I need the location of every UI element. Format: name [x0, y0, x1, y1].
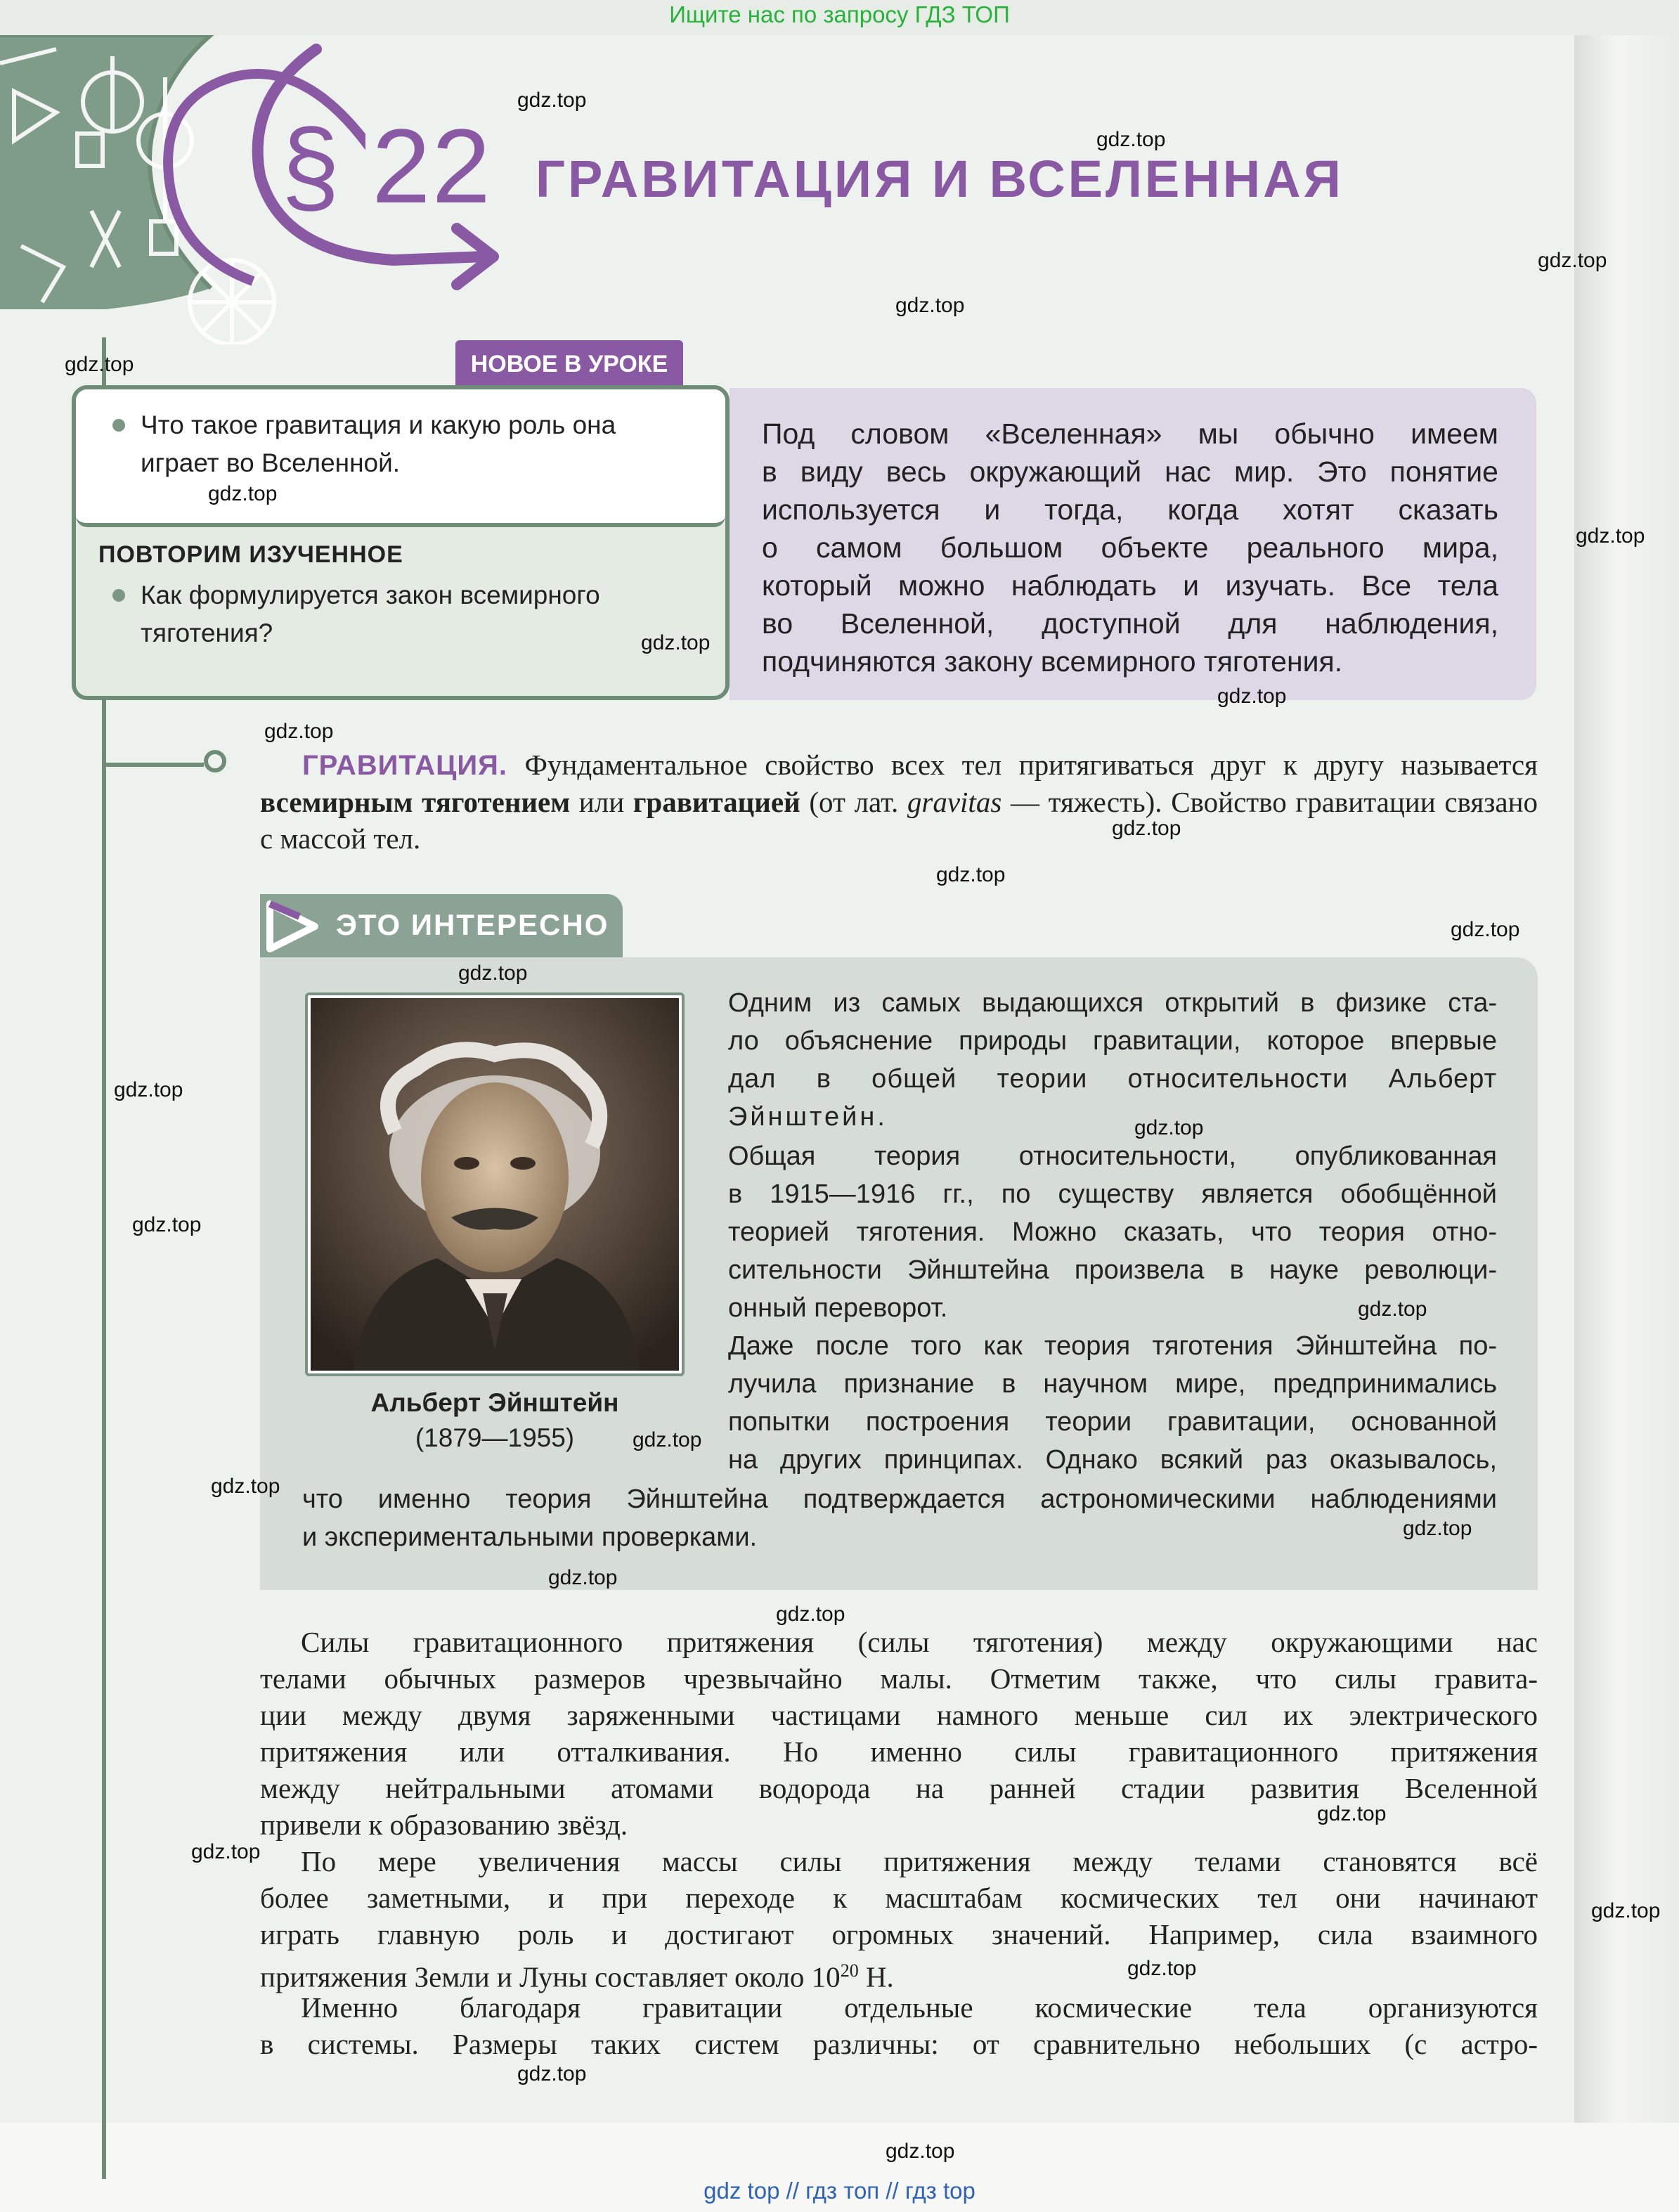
review-item-line: Как формулируется закон всемирного — [141, 581, 600, 609]
watermark: gdz.top — [132, 1213, 202, 1236]
interesting-line: в 1915—1916 гг., по существу является обобщённой — [728, 1179, 1497, 1209]
watermark: gdz.top — [776, 1603, 845, 1626]
body-text: притяжения Земли и Луны составляет около 10 — [260, 1960, 841, 1993]
watermark: gdz.top — [1217, 685, 1287, 708]
watermark: gdz.top — [1451, 918, 1520, 941]
watermark: gdz.top — [517, 2062, 587, 2085]
body-text: Н. — [858, 1960, 894, 1993]
interesting-line: онный переворот. — [728, 1293, 948, 1323]
play-icon — [264, 900, 320, 953]
watermark: gdz.top — [1538, 249, 1607, 272]
body-paragraph-3 — [260, 1989, 1538, 2062]
intro-text — [762, 415, 1498, 680]
review-item-line: тяготения? — [141, 619, 273, 647]
watermark: gdz.top — [1112, 817, 1181, 840]
gravity-text: — тяжесть). Свойство гравитации связано с массой тел. — [260, 786, 1538, 855]
body-line: притяжения или отталкивания. Но именно силы гравитационного притяжения — [260, 1735, 1538, 1768]
watermark: gdz.top — [65, 353, 134, 376]
intro-line: в виду весь окружающий нас мир. Это понятие — [762, 455, 1498, 488]
watermark: gdz.top — [1134, 1116, 1204, 1139]
body-line: Именно благодаря гравитации отдельные космические тела организуются — [301, 1991, 1538, 2024]
watermark: gdz.top — [1317, 1802, 1387, 1825]
body-line: в системы. Размеры таких систем различны: от сравнительно небольших (с астро- — [260, 2028, 1538, 2060]
margin-dot — [204, 750, 226, 772]
watermark: gdz.top — [886, 2140, 955, 2163]
watermark: gdz.top — [641, 631, 711, 654]
interesting-line: и экспериментальными проверками. — [302, 1522, 758, 1552]
page-gutter — [1574, 35, 1679, 2144]
body-line: играть главную роль и достигают огромных значений. Например, сила взаимного — [260, 1918, 1538, 1951]
watermark: gdz.top — [517, 89, 587, 112]
intro-line: о самом большом объекте реального мира, — [762, 531, 1498, 564]
term-universal-gravitation: всемирным тяготением — [260, 786, 571, 818]
margin-connector — [102, 763, 204, 767]
interesting-line: попытки построения теории гравитации, основанной — [728, 1407, 1497, 1437]
body-line: По мере увеличения массы силы притяжения между телами становятся всё — [301, 1845, 1538, 1877]
watermark: gdz.top — [1358, 1298, 1427, 1321]
section-title: ГРАВИТАЦИЯ И ВСЕЛЕННАЯ — [536, 150, 1344, 208]
intro-line: который можно наблюдать и изучать. Все тела — [762, 569, 1498, 602]
body-line: телами обычных размеров чрезвычайно малы. Отметим также, что силы гравита- — [260, 1662, 1538, 1695]
interesting-line: дал в общей теории относительности Альберт — [728, 1064, 1497, 1094]
body-line: привели к образованию звёзд. — [260, 1809, 628, 1841]
body-line: между нейтральными атомами водорода на ранней стадии развития Вселенной — [260, 1772, 1538, 1804]
new-item-line: Что такое гравитация и какую роль она — [141, 410, 616, 439]
intro-line: Под словом «Вселенная» мы обычно имеем — [762, 418, 1498, 450]
interesting-line: лучила признание в научном мире, предпринимались — [728, 1369, 1497, 1399]
interesting-line: Даже после того как теория тяготения Эйнштейна по- — [728, 1331, 1497, 1361]
gravity-heading: ГРАВИТАЦИЯ. — [302, 750, 507, 781]
body-line: ции между двумя заряженными частицами намного меньше сил их электрического — [260, 1699, 1538, 1731]
intro-line: во Вселенной, доступной для наблюдения, — [762, 607, 1498, 640]
watermark: gdz.top — [633, 1428, 702, 1451]
photo-caption-years: (1879—1955) — [415, 1423, 575, 1452]
top-banner-link[interactable]: Ищите нас по запросу ГДЗ ТОП — [669, 1, 1010, 27]
interesting-line: теорией тяготения. Можно сказать, что теория отно- — [728, 1217, 1497, 1247]
gravity-paragraph — [260, 746, 1538, 857]
interesting-line: что именно теория Эйнштейна подтверждается астрономическими наблюдениями — [302, 1485, 1497, 1514]
interesting-line: ло объяснение природы гравитации, которое впервые — [728, 1026, 1497, 1056]
interesting-tab-label: ЭТО ИНТЕРЕСНО — [336, 908, 609, 941]
watermark: gdz.top — [264, 720, 334, 743]
bullet-icon — [112, 589, 125, 602]
gravity-text: или — [570, 786, 633, 818]
review-heading: ПОВТОРИМ ИЗУЧЕННОЕ — [98, 541, 403, 568]
bullet-icon — [112, 419, 125, 432]
interesting-line: Общая теория относительности, опубликованная — [728, 1141, 1497, 1171]
interesting-line: на других принципах. Однако всякий раз оказывалось, — [728, 1445, 1497, 1475]
exponent: 20 — [840, 1960, 859, 1981]
watermark: gdz.top — [1096, 128, 1166, 151]
watermark: gdz.top — [936, 863, 1006, 886]
interesting-line: Эйнштейн. — [728, 1102, 888, 1132]
intro-line: используется и тогда, когда хотят сказать — [762, 493, 1498, 526]
watermark: gdz.top — [208, 482, 278, 505]
watermark: gdz.top — [1127, 1957, 1197, 1980]
watermark: gdz.top — [458, 962, 528, 985]
body-line: более заметными, и при переходе к масштабам космических тел они начинают — [260, 1882, 1538, 1914]
einstein-portrait — [311, 998, 679, 1371]
body-paragraph-2 — [260, 1843, 1538, 1996]
watermark: gdz.top — [114, 1078, 183, 1101]
watermark: gdz.top — [211, 1475, 280, 1498]
watermark: gdz.top — [548, 1566, 618, 1589]
new-in-lesson-tag: НОВОЕ В УРОКЕ — [455, 340, 683, 387]
gravity-text: (от лат. — [800, 786, 907, 818]
gravity-text: Фундаментальное свойство всех тел притягиваться друг к другу называется — [507, 749, 1538, 781]
watermark: gdz.top — [1591, 1899, 1661, 1922]
latin-term: gravitas — [907, 786, 1002, 818]
watermark: gdz.top — [1403, 1517, 1472, 1540]
watermark: gdz.top — [895, 294, 965, 317]
new-item-line: играет во Вселенной. — [141, 448, 401, 477]
term-gravitation: гравитацией — [633, 786, 800, 818]
photo-caption-name: Альберт Эйнштейн — [370, 1388, 619, 1417]
section-number: § 22 — [281, 107, 492, 225]
watermark: gdz.top — [1576, 524, 1645, 548]
footer-links[interactable]: gdz top // гдз топ // гдз top — [704, 2178, 975, 2204]
interesting-line: Одним из самых выдающихся открытий в физике ста- — [728, 988, 1497, 1018]
watermark: gdz.top — [191, 1840, 261, 1863]
body-line: Силы гравитационного притяжения (силы тяготения) между окружающими нас — [301, 1626, 1538, 1658]
interesting-line: сительности Эйнштейна произвела в науке революци- — [728, 1255, 1497, 1285]
intro-line: подчиняются закону всемирного тяготения. — [762, 645, 1343, 678]
